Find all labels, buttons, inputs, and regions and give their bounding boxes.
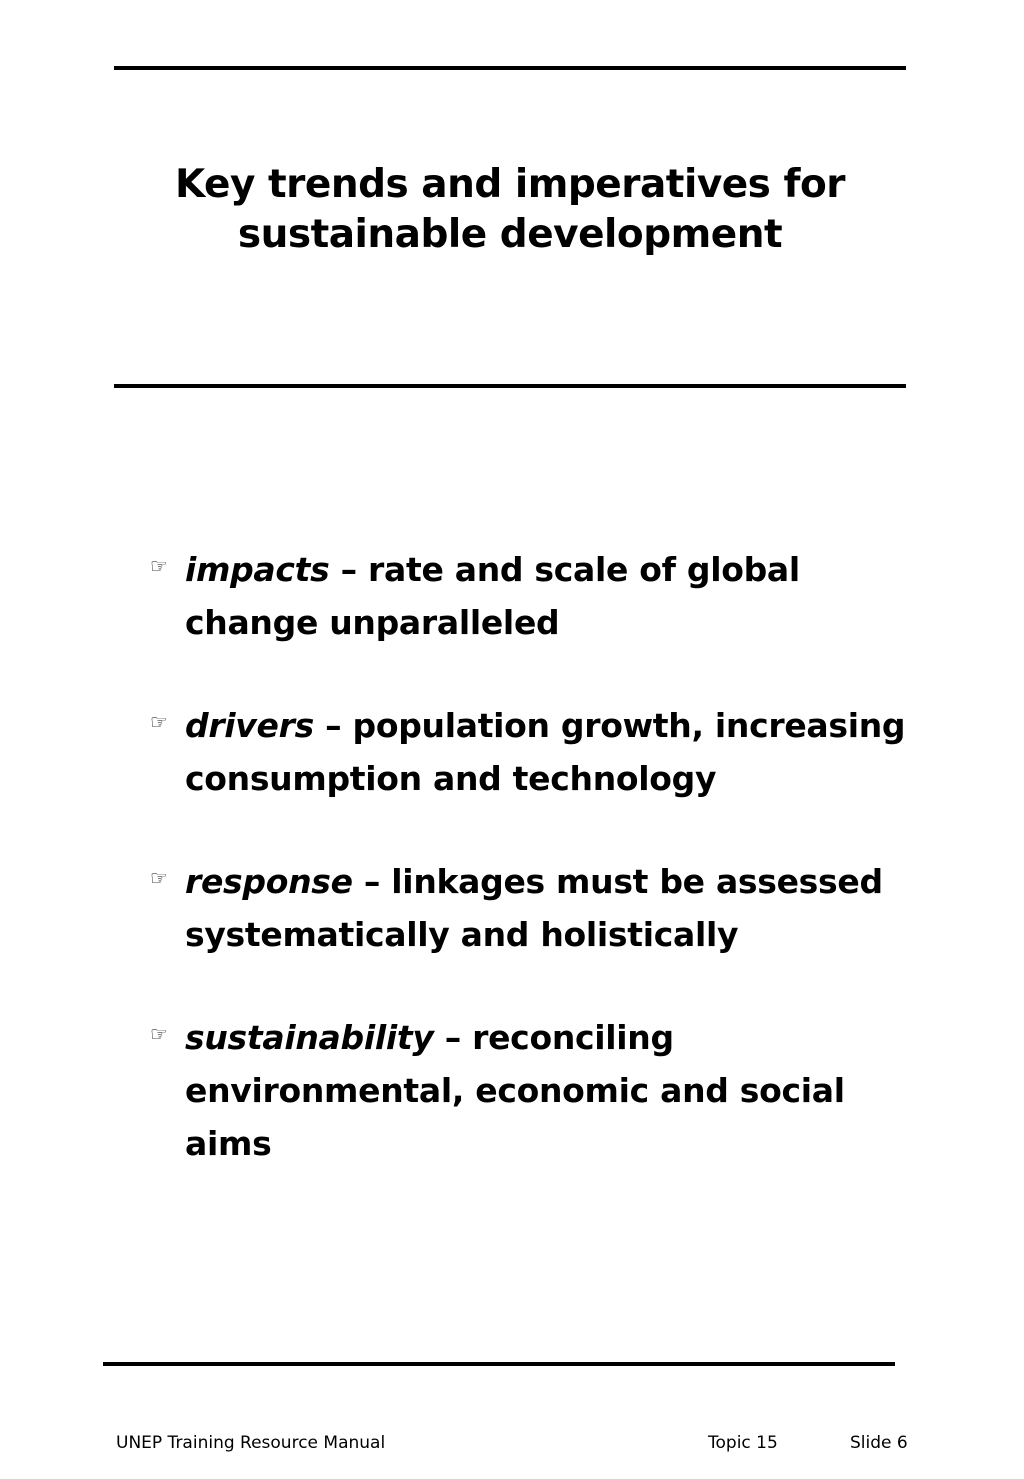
bullet-item-response [150, 855, 910, 961]
bullet-list [150, 543, 910, 1220]
bullet-term: impacts [185, 550, 330, 589]
slide-title-line-1: Key trends and imperatives for [175, 162, 845, 207]
footer-divider [103, 1362, 895, 1366]
footer-topic: Topic 15 [708, 1433, 778, 1453]
bullet-term: drivers [185, 706, 314, 745]
title-divider [114, 384, 906, 388]
bullet-text: – linkages must be assessed systematically and holistically [185, 862, 883, 954]
bullet-term: response [185, 862, 353, 901]
slide-title-line-2: sustainable development [237, 212, 783, 257]
bullet-item-sustainability [150, 1011, 910, 1170]
bullet-text: – rate and scale of global change unparalleled [185, 550, 800, 642]
bullet-term: sustainability [185, 1018, 434, 1057]
bullet-text: – reconciling environmental, economic and social aims [185, 1018, 845, 1163]
pointing-hand-icon: ☞ [150, 866, 168, 890]
footer-manual-name: UNEP Training Resource Manual [116, 1433, 386, 1453]
bullet-text: – population growth, increasing consumption and technology [185, 706, 906, 798]
top-divider [114, 66, 906, 70]
footer-slide-number: Slide 6 [850, 1433, 908, 1453]
pointing-hand-icon: ☞ [150, 1022, 168, 1046]
bullet-item-impacts [150, 543, 910, 649]
bullet-item-drivers [150, 699, 910, 805]
pointing-hand-icon: ☞ [150, 554, 168, 578]
pointing-hand-icon: ☞ [150, 710, 168, 734]
slide-title [114, 160, 906, 260]
